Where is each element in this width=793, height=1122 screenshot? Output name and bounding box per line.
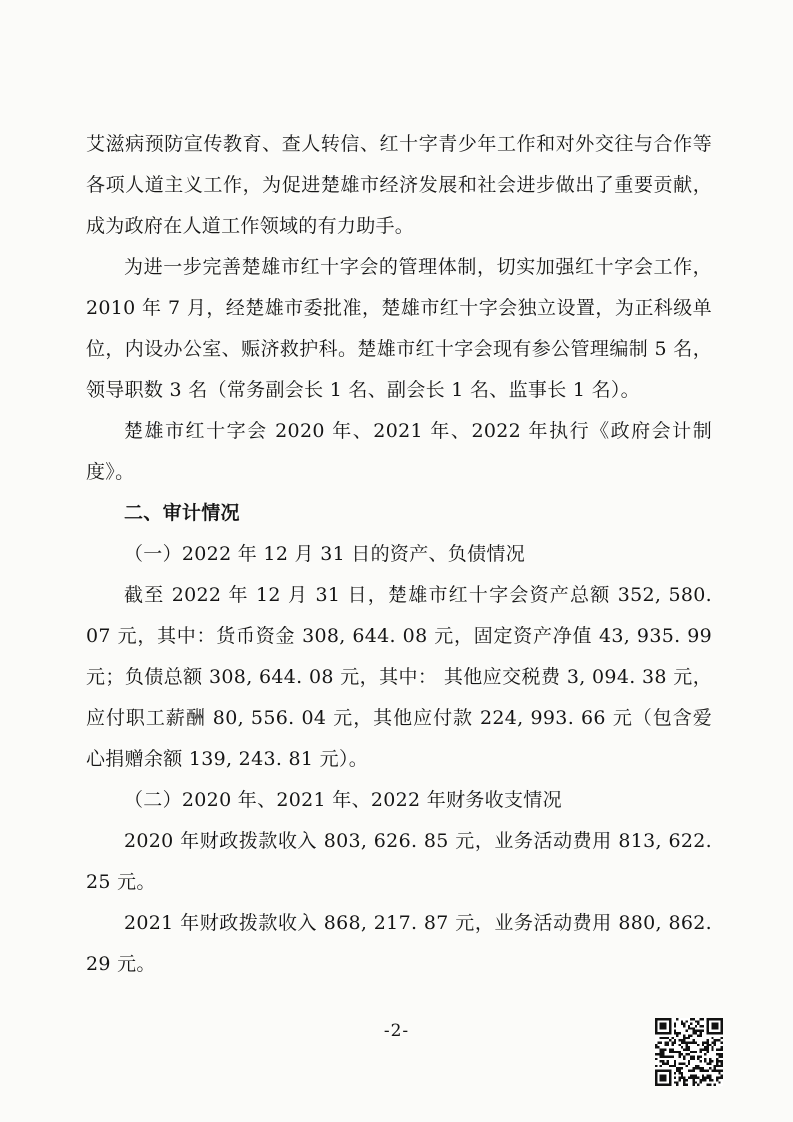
paragraph-finance-2020: 2020 年财政拨款收入 803, 626. 85 元，业务活动费用 813, 622. 25 元。 bbox=[86, 830, 712, 893]
paragraph-2: 为进一步完善楚雄市红十字会的管理体制，切实加强红十字会工作，2010 年 7 月，经楚雄市委批准，楚雄市红十字会独立设置，为正科级单位，内设办公室、赈济救护科。楚雄市红十字会现有参公管理编制 5 名，领导职数 3 名（常务副会长 1 名、副会长 1 名、监事长 1 名）。 bbox=[86, 256, 712, 401]
page-number: -2- bbox=[383, 1021, 410, 1041]
document-body bbox=[86, 124, 712, 985]
section-heading-audit: 二、审计情况 bbox=[124, 502, 240, 524]
paragraph-finance-2021: 2021 年财政拨款收入 868, 217. 87 元，业务活动费用 880, 862. 29 元。 bbox=[86, 912, 712, 975]
paragraph-3: 楚雄市红十字会 2020 年、2021 年、2022 年执行《政府会计制度》。 bbox=[86, 420, 712, 483]
subsection-heading-assets: （一）2022 年 12 月 31 日的资产、负债情况 bbox=[124, 543, 526, 565]
paragraph-1: 艾滋病预防宣传教育、查人转信、红十字青少年工作和对外交往与合作等各项人道主义工作，为促进楚雄市经济发展和社会进步做出了重要贡献，成为政府在人道工作领域的有力助手。 bbox=[86, 133, 712, 237]
qr-code-icon bbox=[655, 1018, 723, 1086]
paragraph-assets: 截至 2022 年 12 月 31 日，楚雄市红十字会资产总额 352, 580. 07 元，其中：货币资金 308, 644. 08 元，固定资产净值 43, 935. 99 元；负债总额 308, 644. 08 元，其中： 其他应交税费 3, 094. 38 元，应付职工薪酬 80, 556. 04 元，其他应付款 224, 993. 66 元（包含爱心捐赠余额 139, 243. 81 元）。 bbox=[86, 584, 712, 770]
subsection-heading-finance: （二）2020 年、2021 年、2022 年财务收支情况 bbox=[124, 789, 562, 811]
